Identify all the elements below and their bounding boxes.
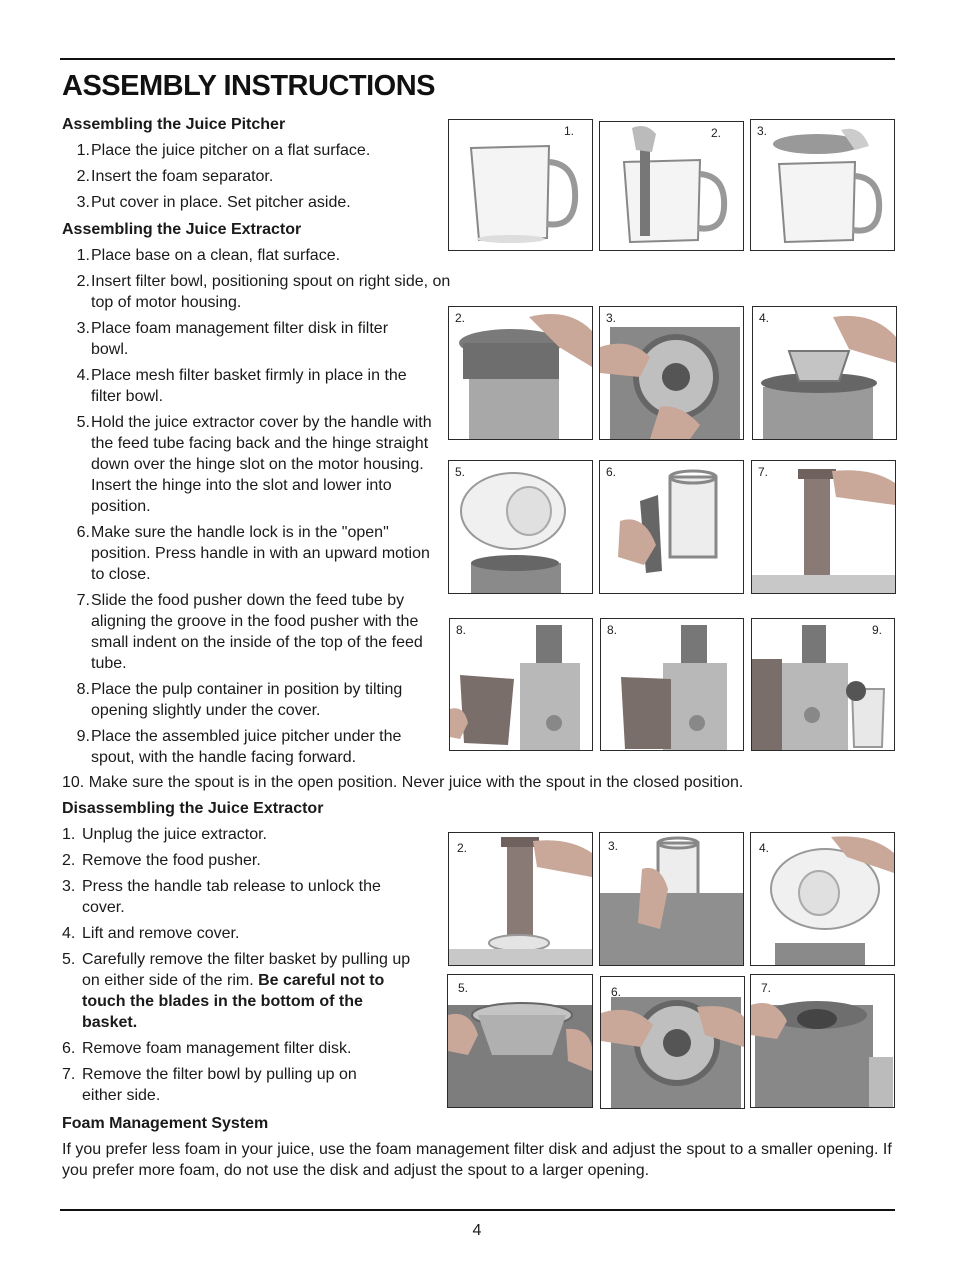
step-text: Place the juice pitcher on a flat surface. xyxy=(91,142,371,159)
bottom-rule xyxy=(60,1209,895,1211)
photo-label: 3. xyxy=(606,311,617,325)
unlock-cover-illustration xyxy=(600,833,743,965)
photo-label: 7. xyxy=(761,981,772,995)
page-title: ASSEMBLY INSTRUCTIONS xyxy=(62,70,435,102)
photo-extractor-8a xyxy=(449,618,593,751)
remove-pusher-illustration xyxy=(449,833,592,965)
photo-label: 8. xyxy=(607,623,618,637)
step-text: Slide the food pusher down the feed tube by aligning the groove in the food pusher with the small indent on the inside of the top of the feed tube. xyxy=(91,592,423,672)
photo-disassembly-6 xyxy=(600,976,745,1109)
step-number: 2. xyxy=(76,168,90,185)
step-number: 5. xyxy=(62,951,76,968)
step-text: Remove foam management filter disk. xyxy=(82,1040,352,1057)
filter-bowl-illustration xyxy=(449,307,592,439)
photo-label: 7. xyxy=(758,465,769,479)
step-number: 2. xyxy=(76,273,90,290)
list-item xyxy=(62,245,462,266)
foam-text: If you prefer less foam in your juice, use the foam management filter disk and adjust the spout to a smaller opening. If you prefer more foam, do not use the disk and adjust the spout to a larger opening. xyxy=(62,1141,892,1179)
list-item xyxy=(62,923,422,944)
extractor-step-10 xyxy=(62,772,892,793)
photo-extractor-8b xyxy=(600,618,744,751)
pitcher-cover-illustration xyxy=(751,120,894,250)
photo-extractor-3 xyxy=(599,306,744,440)
step-number: 3. xyxy=(76,194,90,211)
remove-disk-illustration xyxy=(601,977,744,1108)
photo-extractor-5 xyxy=(448,460,593,594)
photo-label: 6. xyxy=(606,465,617,479)
food-pusher-illustration xyxy=(752,461,895,593)
photo-label: 5. xyxy=(455,465,466,479)
step-text: Insert filter bowl, positioning spout on right side, on top of motor housing. xyxy=(91,273,451,311)
list-item xyxy=(62,1038,422,1059)
photo-label: 8. xyxy=(456,623,467,637)
step-text: Remove the filter bowl by pulling up on either side. xyxy=(82,1066,357,1104)
pulp-container-illustration xyxy=(450,619,592,750)
step-text: Remove the food pusher. xyxy=(82,852,261,869)
step-number: 6. xyxy=(62,1040,76,1057)
list-item xyxy=(62,140,452,161)
photo-pitcher-1 xyxy=(448,119,593,251)
list-item xyxy=(62,192,452,213)
list-item xyxy=(62,824,422,845)
foam-heading: Foam Management System xyxy=(62,1115,269,1132)
disassembly-heading: Disassembling the Juice Extractor xyxy=(62,800,324,817)
remove-basket-illustration xyxy=(448,975,592,1107)
pitcher-section xyxy=(62,114,452,218)
step-text: Place the pulp container in position by tilting opening slightly under the cover. xyxy=(91,681,403,719)
step-number: 3. xyxy=(76,320,90,337)
list-item xyxy=(62,876,392,918)
top-rule xyxy=(60,58,895,60)
step-text: Hold the juice extractor cover by the handle with the feed tube facing back and the hinge straight down over the hinge slot on the motor housing. Insert the hinge into the slot and lower into position. xyxy=(91,414,432,515)
step-number: 1. xyxy=(76,142,90,159)
step-text: Unplug the juice extractor. xyxy=(82,826,267,843)
step-text: Put cover in place. Set pitcher aside. xyxy=(91,194,351,211)
step-text: Place base on a clean, flat surface. xyxy=(91,247,341,264)
list-item xyxy=(62,850,422,871)
step-text: Lift and remove cover. xyxy=(82,925,240,942)
photo-disassembly-5 xyxy=(447,974,593,1108)
photo-label: 2. xyxy=(710,126,721,140)
handle-lock-illustration xyxy=(600,461,743,593)
step-number: 4. xyxy=(76,367,90,384)
step-number: 9. xyxy=(76,728,90,745)
disassembly-section xyxy=(62,798,422,1111)
list-item xyxy=(62,1064,392,1106)
step-number: 4. xyxy=(62,925,76,942)
photo-label: 4. xyxy=(759,841,770,855)
step-text: Press the handle tab release to unlock the cover. xyxy=(82,878,381,916)
step-number: 8. xyxy=(76,681,90,698)
step-number: 2. xyxy=(62,852,76,869)
step-number: 3. xyxy=(62,878,76,895)
photo-extractor-6 xyxy=(599,460,744,594)
list-item xyxy=(62,590,440,674)
pulp-container-placed-illustration xyxy=(601,619,743,750)
page-number: 4 xyxy=(472,1222,482,1239)
photo-label: 2. xyxy=(455,311,466,325)
photo-disassembly-3 xyxy=(599,832,744,966)
list-item xyxy=(62,726,440,768)
lift-cover-illustration xyxy=(751,833,894,965)
remove-filter-bowl-illustration xyxy=(751,975,894,1107)
foam-section xyxy=(62,1113,892,1181)
list-item xyxy=(62,166,452,187)
extractor-section xyxy=(62,219,462,773)
photo-disassembly-2 xyxy=(448,832,593,966)
mesh-basket-illustration xyxy=(753,307,896,439)
step-number: 6. xyxy=(76,524,90,541)
extractor-heading: Assembling the Juice Extractor xyxy=(62,221,302,238)
photo-disassembly-7 xyxy=(750,974,895,1108)
pitcher-foam-separator-illustration xyxy=(600,122,743,250)
list-item xyxy=(62,412,440,517)
step-text: Place mesh filter basket firmly in place in the filter bowl. xyxy=(91,367,407,405)
step-text xyxy=(82,949,422,1033)
step-number: 10. xyxy=(62,774,85,791)
photo-label: 5. xyxy=(458,981,469,995)
step-text-regular: Carefully remove the filter basket by pulling up on either side of the rim. xyxy=(82,951,411,989)
photo-label: 2. xyxy=(457,841,468,855)
step-number: 5. xyxy=(76,414,90,431)
photo-extractor-2 xyxy=(448,306,593,440)
step-number: 1. xyxy=(62,826,76,843)
step-text: Make sure the spout is in the open position. Never juice with the spout in the closed position. xyxy=(88,774,744,791)
photo-label: 4. xyxy=(759,311,770,325)
photo-label: 1. xyxy=(563,124,574,138)
pitcher-illustration xyxy=(449,120,592,250)
list-item xyxy=(62,949,422,1033)
photo-pitcher-2 xyxy=(599,121,744,251)
photo-pitcher-3 xyxy=(750,119,895,251)
step-number: 1. xyxy=(76,247,90,264)
photo-label: 9. xyxy=(871,623,882,637)
foam-disk-illustration xyxy=(600,307,743,439)
step-warning: Be careful not to touch the blades in the bottom of the basket. xyxy=(82,972,385,1031)
photo-label: 3. xyxy=(757,124,768,138)
list-item xyxy=(62,318,422,360)
list-item xyxy=(62,522,432,585)
photo-label: 3. xyxy=(608,839,619,853)
pitcher-placed-illustration xyxy=(752,619,894,750)
step-number: 7. xyxy=(62,1066,76,1083)
list-item xyxy=(62,679,440,721)
pitcher-heading: Assembling the Juice Pitcher xyxy=(62,116,286,133)
step-text: Place the assembled juice pitcher under the spout, with the handle facing forward. xyxy=(91,728,402,766)
cover-illustration xyxy=(449,461,592,593)
list-item xyxy=(62,271,462,313)
step-number: 7. xyxy=(76,592,90,609)
photo-extractor-7 xyxy=(751,460,896,594)
photo-label: 6. xyxy=(611,985,622,999)
step-text: Insert the foam separator. xyxy=(91,168,274,185)
list-item xyxy=(62,365,422,407)
step-text: Place foam management filter disk in filter bowl. xyxy=(91,320,389,358)
step-text: Make sure the handle lock is in the "open" position. Press handle in with an upward motion to close. xyxy=(91,524,430,583)
photo-extractor-4 xyxy=(752,306,897,440)
photo-extractor-9 xyxy=(751,618,895,751)
photo-disassembly-4 xyxy=(750,832,895,966)
